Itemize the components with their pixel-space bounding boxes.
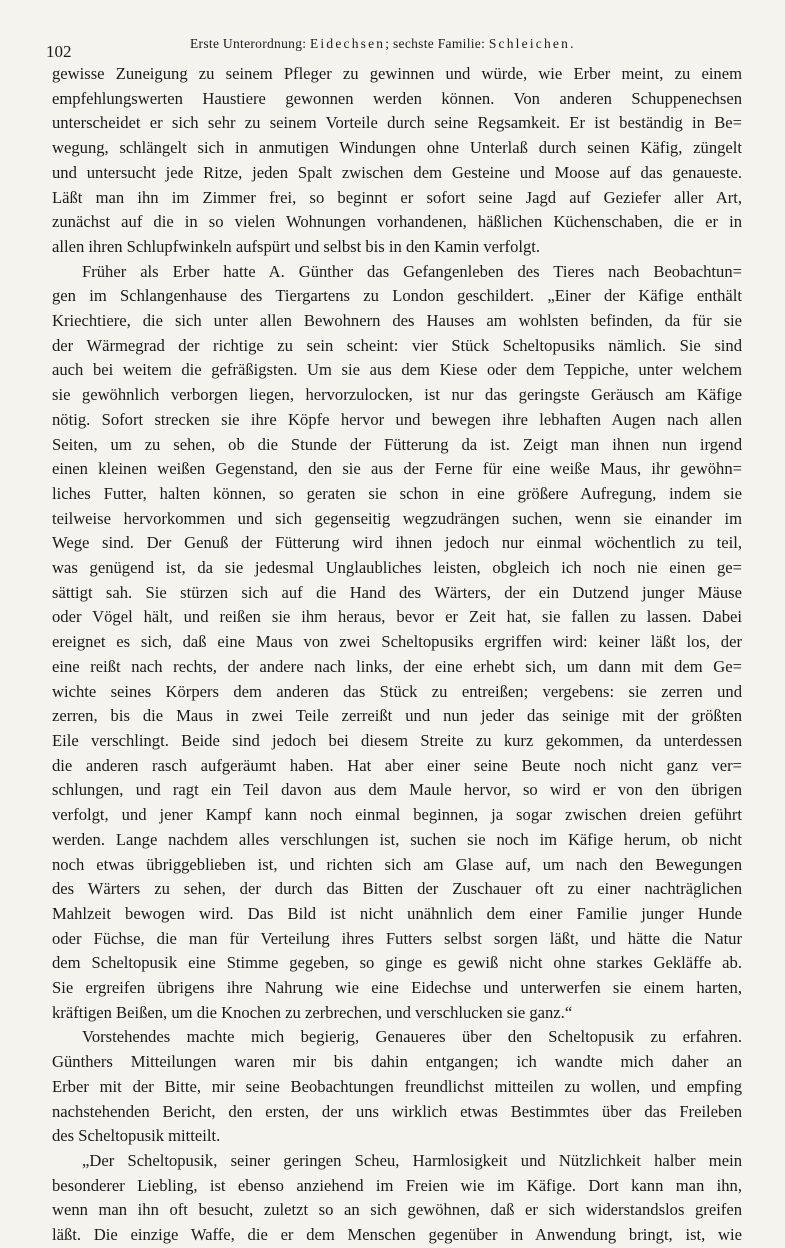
text-line: eine reißt nach rechts, der andere nach links, der eine erhebt sich, um dann mit dem Ge= — [52, 656, 742, 676]
page-number: 102 — [46, 42, 72, 61]
text-line: auch bei weitem die gefräßigsten. Um sie aus dem Kiese oder dem Teppiche, unter welchem — [52, 360, 742, 380]
text-line: empfehlungswerten Haustiere gewonnen werden können. Von anderen Schuppenechsen — [52, 88, 742, 108]
text-line: kräftigen Beißen, um die Knochen zu zerbrechen, und verschlucken sie ganz.“ — [52, 1002, 573, 1022]
running-head-part: Erste Unterordnung: — [190, 36, 310, 51]
text-line: Läßt man ihn im Zimmer frei, so beginnt er sofort seine Jagd auf Geziefer aller Art, — [52, 187, 742, 207]
text-line: schlungen, und ragt ein Teil davon aus dem Maule hervor, so wird er von den übrigen — [52, 780, 742, 800]
text-line: liches Futter, halten können, so geraten sie schon in eine größere Aufregung, indem sie — [52, 483, 742, 503]
text-line: Früher als Erber hatte A. Günther das Gefangenleben des Tieres nach Beobachtun= — [82, 261, 742, 281]
text-line: Günthers Mitteilungen waren mir bis dahin entgangen; ich wandte mich daher an — [52, 1052, 742, 1072]
text-line: nachstehenden Bericht, den ersten, der uns wirklich etwas Bestimmtes über das Freileben — [52, 1101, 742, 1121]
text-line: dem Scheltopusik eine Stimme gegeben, so ginge es gewiß nicht ohne starkes Gekläffe ab. — [52, 953, 742, 973]
running-head — [190, 36, 690, 52]
text-line: des Wärters zu sehen, der durch das Bitten der Zuschauer oft zu einer nachträglichen — [52, 879, 742, 899]
text-line: zerren, bis die Maus in zwei Teile zerreißt und nun jeder das seinige mit der größten — [52, 706, 742, 726]
text-line: wenn man ihn oft besucht, zuletzt so an sich gewöhnen, daß er sich widerstandslos greifen — [52, 1200, 742, 1220]
text-line: oder Vögel hält, und reißen sie ihm heraus, bevor er Zeit hat, sie fallen zu lassen. Dabei — [52, 607, 742, 627]
text-line: besonderer Liebling, ist ebenso anziehend im Freien wie im Käfige. Dort kann man ihn, — [52, 1175, 742, 1195]
text-line: Vorstehendes machte mich begierig, Genaueres über den Scheltopusik zu erfahren. — [82, 1027, 742, 1047]
body-text — [52, 62, 742, 1248]
text-line: Sie ergreifen übrigens ihre Nahrung wie eine Eidechse und unterwerfen sie einem harten, — [52, 978, 742, 998]
text-line: teilweise hervorkommen und sich gegenseitig wegzudrängen suchen, wenn sie einander im — [52, 508, 742, 528]
text-line: unterscheidet er sich sehr zu seinem Vorteile durch seine Regsamkeit. Er ist beständig in Be= — [52, 113, 742, 133]
text-line: sie gewöhnlich verborgen liegen, hervorzulocken, ist nur das geringste Geräusch am Käfige — [52, 385, 742, 405]
text-line: der Wärmegrad der richtige zu sein scheint: vier Stück Scheltopusiks nämlich. Sie sind — [52, 335, 742, 355]
text-line: werden. Lange nachdem alles verschlungen ist, suchen sie noch im Käfige herum, ob nicht — [52, 829, 742, 849]
text-line: sättigt sah. Sie stürzen sich auf die Hand des Wärters, der ein Dutzend junger Mäuse — [52, 582, 742, 602]
text-line: Wege sind. Der Genuß der Fütterung wird ihnen jedoch nur einmal wöchentlich zu teil, — [52, 533, 742, 553]
running-head-part: Eidechsen — [309, 36, 386, 51]
running-head-part: . — [570, 36, 574, 51]
text-line: die anderen rasch aufgeräumt haben. Hat aber einer seine Beute noch nicht ganz ver= — [52, 755, 742, 775]
text-line: Seiten, um zu sehen, ob die Stunde der Fütterung da ist. Zeigt man ihnen nun irgend — [52, 434, 742, 454]
text-line: noch etwas übriggeblieben ist, und richten sich am Glase auf, um nach den Bewegungen — [52, 854, 742, 874]
text-line: zunächst auf die in so vielen Wohnungen vorhandenen, häßlichen Küchenschaben, die er in — [52, 212, 742, 232]
text-line: ereignet es sich, daß eine Maus von zwei Scheltopusiks ergriffen wird: keiner läßt los, der — [52, 632, 742, 652]
text-line: gen im Schlangenhause des Tiergartens zu London geschildert. „Einer der Käfige enthält — [52, 286, 742, 306]
running-head-part: ; sechste Familie: — [385, 36, 489, 51]
text-line: gewisse Zuneigung zu seinem Pfleger zu gewinnen und würde, wie Erber meint, zu einem — [52, 64, 742, 83]
text-line: und untersucht jede Ritze, jeden Spalt zwischen dem Gesteine und Moose auf das genaueste. — [52, 162, 742, 182]
text-line: läßt. Die einzige Waffe, die er dem Menschen gegenüber in Anwendung bringt, ist, wie — [52, 1225, 742, 1245]
text-line: Kriechtiere, die sich unter allen Bewohnern des Hauses am wohlsten befinden, da für sie — [52, 311, 742, 331]
text-line: wegung, schlängelt sich in anmutigen Windungen ohne Unterlaß durch seinen Käfig, züngelt — [52, 138, 742, 158]
text-line: was genügend ist, da sie jedesmal Unglaubliches leisten, obgleich ich noch nie einen ge= — [52, 558, 742, 578]
text-line: einen kleinen weißen Gegenstand, den sie aus der Ferne für eine weiße Maus, ihr gewöhn= — [52, 459, 742, 479]
running-head-part: Schleichen — [488, 36, 571, 51]
text-line: „Der Scheltopusik, seiner geringen Scheu, Harmlosigkeit und Nützlichkeit halber mein — [82, 1150, 742, 1170]
text-line: allen ihren Schlupfwinkeln aufspürt und selbst bis in den Kamin verfolgt. — [52, 236, 541, 256]
text-line: Mahlzeit bewogen wird. Das Bild ist nicht unähnlich dem einer Familie junger Hunde — [52, 903, 742, 923]
text-line: verfolgt, und jener Kampf kann noch einmal beginnen, ja sogar zwischen dreien geführt — [52, 805, 742, 825]
text-line: oder Füchse, die man für Verteilung ihres Futters selbst sorgen läßt, und hätte die Natur — [52, 928, 742, 948]
text-line: des Scheltopusik mitteilt. — [52, 1126, 221, 1146]
text-line: nötig. Sofort strecken sie ihre Köpfe hervor und bewegen ihre lebhaften Augen nach allen — [52, 409, 742, 429]
text-line: Eile verschlingt. Beide sind jedoch bei diesem Streite zu kurz gekommen, da unterdessen — [52, 730, 742, 750]
text-line: Erber mit der Bitte, mir seine Beobachtungen freundlichst mitteilen zu wollen, und empfing — [52, 1076, 742, 1096]
text-line: wichte seines Körpers dem anderen das Stück zu entreißen; vergebens: sie zerren und — [52, 681, 742, 701]
